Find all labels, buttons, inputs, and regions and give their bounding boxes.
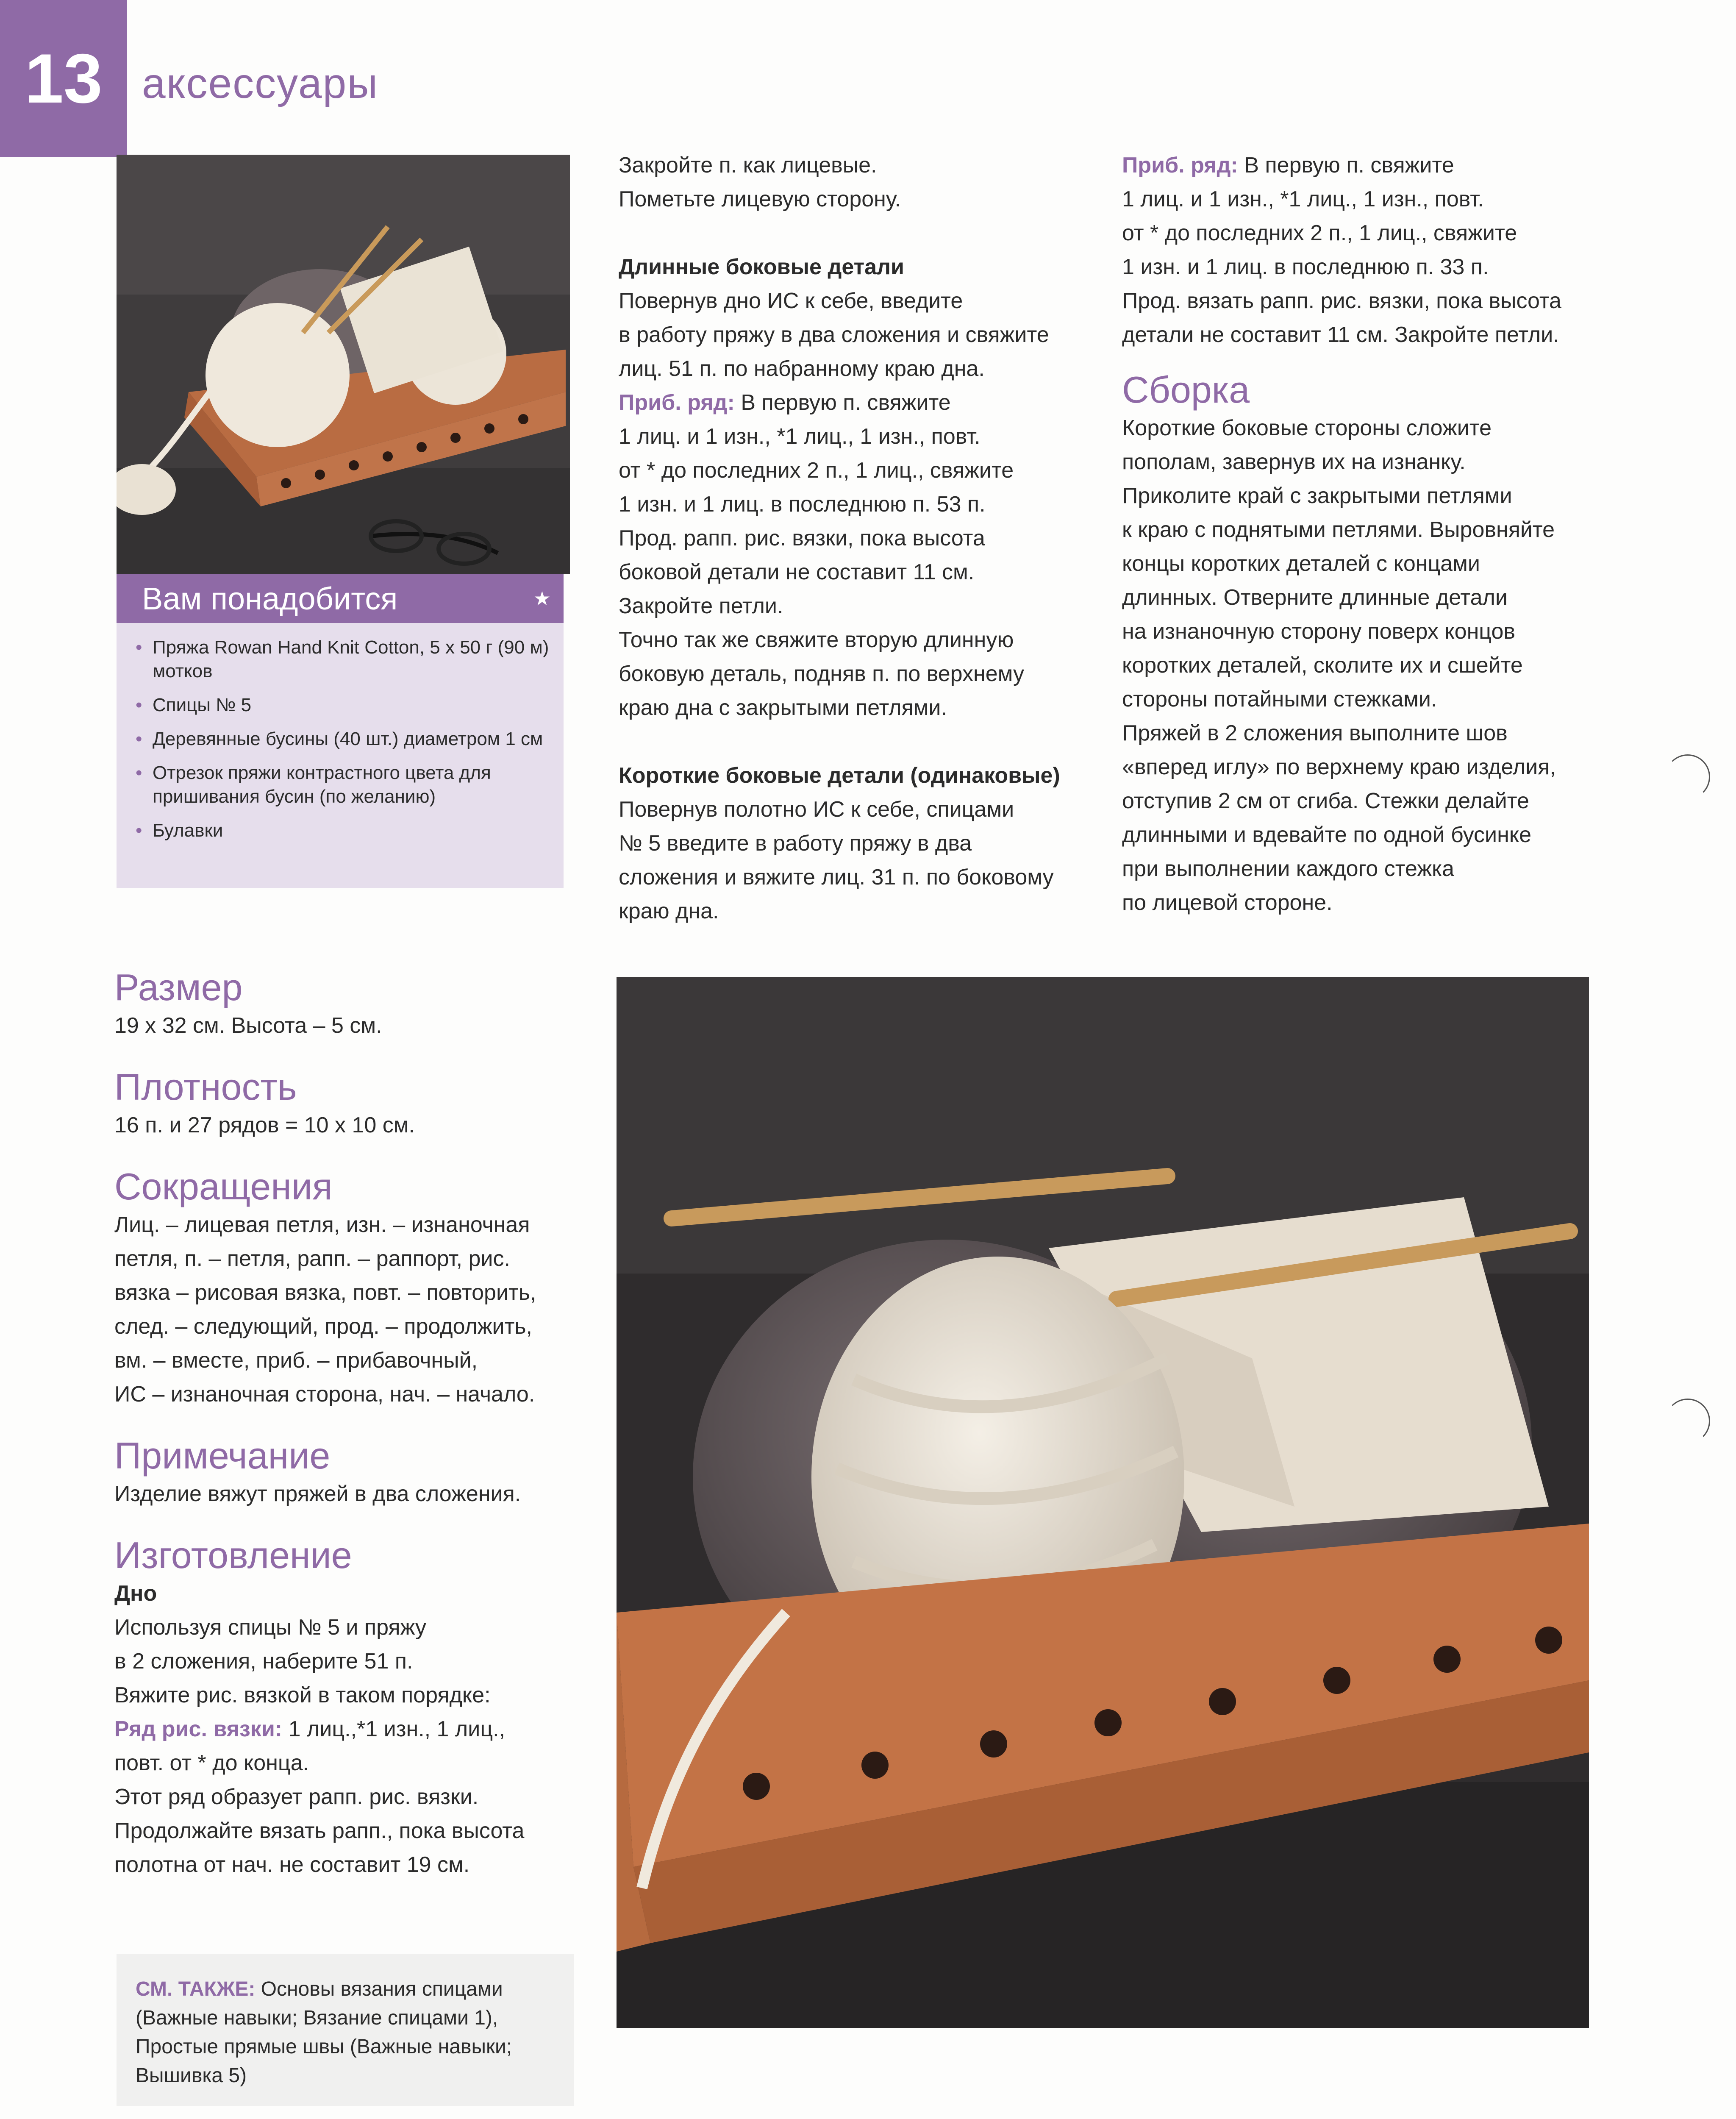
- assembly-line: Приколите край с закрытыми петлями: [1122, 484, 1512, 508]
- assembly-line: Пряжей в 2 сложения выполните шов: [1122, 721, 1508, 745]
- basket-photo-small-image: [117, 155, 570, 574]
- making-line: Продолжайте вязать рапп., пока высота: [114, 1819, 525, 1843]
- assembly-line: коротких деталей, сколите их и сшейте: [1122, 653, 1523, 678]
- short-line: Повернув полотно ИС к себе, спицами: [619, 797, 1014, 822]
- assembly-line: на изнаночную сторону поверх концов: [1122, 619, 1516, 644]
- pattern-row-label: Ряд рис. вязки:: [114, 1717, 283, 1741]
- long-line: Повернув дно ИС к себе, введите: [619, 289, 963, 313]
- section-title: аксессуары: [142, 60, 379, 107]
- assembly-line: отступив 2 см от сгиба. Стежки делайте: [1122, 789, 1529, 813]
- supplies-item: • Отрезок пряжи контрастного цвета для пришивания бусин (по желанию): [136, 761, 555, 809]
- intro-line: Закройте п. как лицевые.: [619, 153, 877, 178]
- short-inc-line: от * до последних 2 п., 1 лиц., свяжите: [1122, 221, 1517, 245]
- long-line: боковой детали не составит 11 см.: [619, 560, 975, 584]
- supplies-box: [117, 574, 564, 888]
- assembly-line: к краю с поднятыми петлями. Выровняйте: [1122, 517, 1555, 542]
- making-line: полотна от нач. не составит 19 см.: [114, 1852, 470, 1877]
- long-line: Точно так же свяжите вторую длинную: [619, 628, 1014, 652]
- assembly-line: по лицевой стороне.: [1122, 890, 1333, 915]
- long-line: 1 изн. и 1 лиц. в последнюю п. 53 п.: [619, 492, 986, 517]
- assembly-line: Короткие боковые стороны сложите: [1122, 416, 1492, 440]
- long-sides-heading: Длинные боковые детали: [619, 255, 904, 279]
- bottom-subheading: Дно: [114, 1581, 157, 1606]
- abbr-line: ИС – изнаночная сторона, нач. – начало.: [114, 1382, 535, 1407]
- size-text: 19 х 32 см. Высота – 5 см.: [114, 1013, 382, 1038]
- abbr-line: след. – следующий, прод. – продолжить,: [114, 1314, 532, 1339]
- abbr-line: Лиц. – лицевая петля, изн. – изнаночная: [114, 1212, 530, 1237]
- inc-row-text: В первую п. свяжите: [1238, 153, 1454, 178]
- middle-column: [619, 148, 1093, 928]
- assembly-line: пополам, завернув их на изнанку.: [1122, 450, 1466, 474]
- abbr-line: петля, п. – петля, рапп. – раппорт, рис.: [114, 1246, 510, 1271]
- inc-row-label: Приб. ряд:: [619, 390, 735, 415]
- assembly-line: «вперед иглу» по верхнему краю изделия,: [1122, 755, 1556, 779]
- supplies-title: [117, 574, 564, 623]
- supplies-list: [136, 636, 555, 853]
- long-line: лиц. 51 п. по набранному краю дна.: [619, 356, 985, 381]
- making-line: Этот ряд образует рапп. рис. вязки.: [114, 1785, 479, 1809]
- inc-row: [619, 386, 1093, 420]
- left-column: [114, 966, 589, 1882]
- short-line: краю дна.: [619, 899, 719, 923]
- assembly-line: длинных. Отверните длинные детали: [1122, 585, 1508, 610]
- making-line: Вяжите рис. вязкой в таком порядке:: [114, 1683, 491, 1707]
- assembly-line: при выполнении каждого стежка: [1122, 856, 1454, 881]
- intro-line: Пометьте лицевую сторону.: [619, 187, 901, 211]
- pattern-row-text: 1 лиц.,*1 изн., 1 лиц.,: [282, 1717, 505, 1741]
- short-line: № 5 введите в работу пряжу в два: [619, 831, 972, 856]
- supplies-item: • Булавки: [136, 819, 555, 843]
- long-line: Закройте петли.: [619, 594, 783, 618]
- see-also-box: [117, 1954, 574, 2106]
- long-line: краю дна с закрытыми петлями.: [619, 695, 947, 720]
- page-number: 13: [0, 0, 127, 157]
- basket-photo-large-image: [617, 977, 1589, 2028]
- inc-row-text: В первую п. свяжите: [734, 390, 951, 415]
- long-line: 1 лиц. и 1 изн., *1 лиц., 1 изн., повт.: [619, 424, 980, 449]
- assembly-line: стороны потайными стежками.: [1122, 687, 1437, 712]
- short-inc-line: 1 изн. и 1 лиц. в последнюю п. 33 п.: [1122, 255, 1489, 279]
- see-also-label: СМ. ТАКЖЕ:: [136, 1978, 256, 2000]
- short-inc-line: 1 лиц. и 1 изн., *1 лиц., 1 изн., повт.: [1122, 187, 1484, 211]
- size-heading: Размер: [114, 966, 243, 1008]
- punch-hole: [1665, 754, 1710, 799]
- abbr-line: вязка – рисовая вязка, повт. – повторить,: [114, 1280, 536, 1305]
- note-text: Изделие вяжут пряжей в два сложения.: [114, 1482, 521, 1506]
- gauge-text: 16 п. и 27 рядов = 10 х 10 см.: [114, 1113, 415, 1137]
- making-heading: Изготовление: [114, 1534, 352, 1576]
- short-line: сложения и вяжите лиц. 31 п. по боковому: [619, 865, 1054, 890]
- making-line: Используя спицы № 5 и пряжу: [114, 1615, 426, 1640]
- abbr-heading: Сокращения: [114, 1165, 333, 1207]
- basket-photo-large: [617, 977, 1589, 2028]
- star-icon: ★: [533, 587, 551, 609]
- pattern-row: [114, 1712, 589, 1746]
- short-inc-line: детали не составит 11 см. Закройте петли.: [1122, 323, 1559, 347]
- long-line: боковую деталь, подняв п. по верхнему: [619, 662, 1024, 686]
- assembly-line: концы коротких деталей с концами: [1122, 551, 1480, 576]
- making-line: в 2 сложения, наберите 51 п.: [114, 1649, 413, 1674]
- basket-photo-small: [117, 155, 570, 574]
- right-column: [1122, 148, 1630, 920]
- abbr-line: вм. – вместе, приб. – прибавочный,: [114, 1348, 478, 1373]
- inc-row-label: Приб. ряд:: [1122, 153, 1238, 178]
- long-line: в работу пряжу в два сложения и свяжите: [619, 323, 1049, 347]
- supplies-title-text: Вам понадобится: [142, 581, 398, 616]
- gauge-heading: Плотность: [114, 1066, 297, 1108]
- note-heading: Примечание: [114, 1435, 331, 1477]
- supplies-item: • Деревянные бусины (40 шт.) диаметром 1 см: [136, 727, 555, 751]
- long-line: Прод. рапп. рис. вязки, пока высота: [619, 526, 985, 551]
- short-sides-heading: Короткие боковые детали (одинаковые): [619, 763, 1060, 788]
- long-line: от * до последних 2 п., 1 лиц., свяжите: [619, 458, 1014, 483]
- short-inc-line: Прод. вязать рапп. рис. вязки, пока высота: [1122, 289, 1561, 313]
- inc-row: [1122, 148, 1630, 182]
- assembly-line: длинными и вдевайте по одной бусинке: [1122, 823, 1532, 847]
- see-also-text: Основы вязания спицами (Важные навыки; Вязание спицами 1), Простые прямые швы (Важные навыки; Вышивка 5): [136, 1978, 512, 2087]
- making-line: повт. от * до конца.: [114, 1751, 309, 1775]
- supplies-item: • Пряжа Rowan Hand Knit Cotton, 5 х 50 г (90 м) мотков: [136, 636, 555, 683]
- assembly-heading: Сборка: [1122, 369, 1250, 411]
- supplies-item: • Спицы № 5: [136, 693, 555, 717]
- punch-hole: [1665, 1399, 1710, 1443]
